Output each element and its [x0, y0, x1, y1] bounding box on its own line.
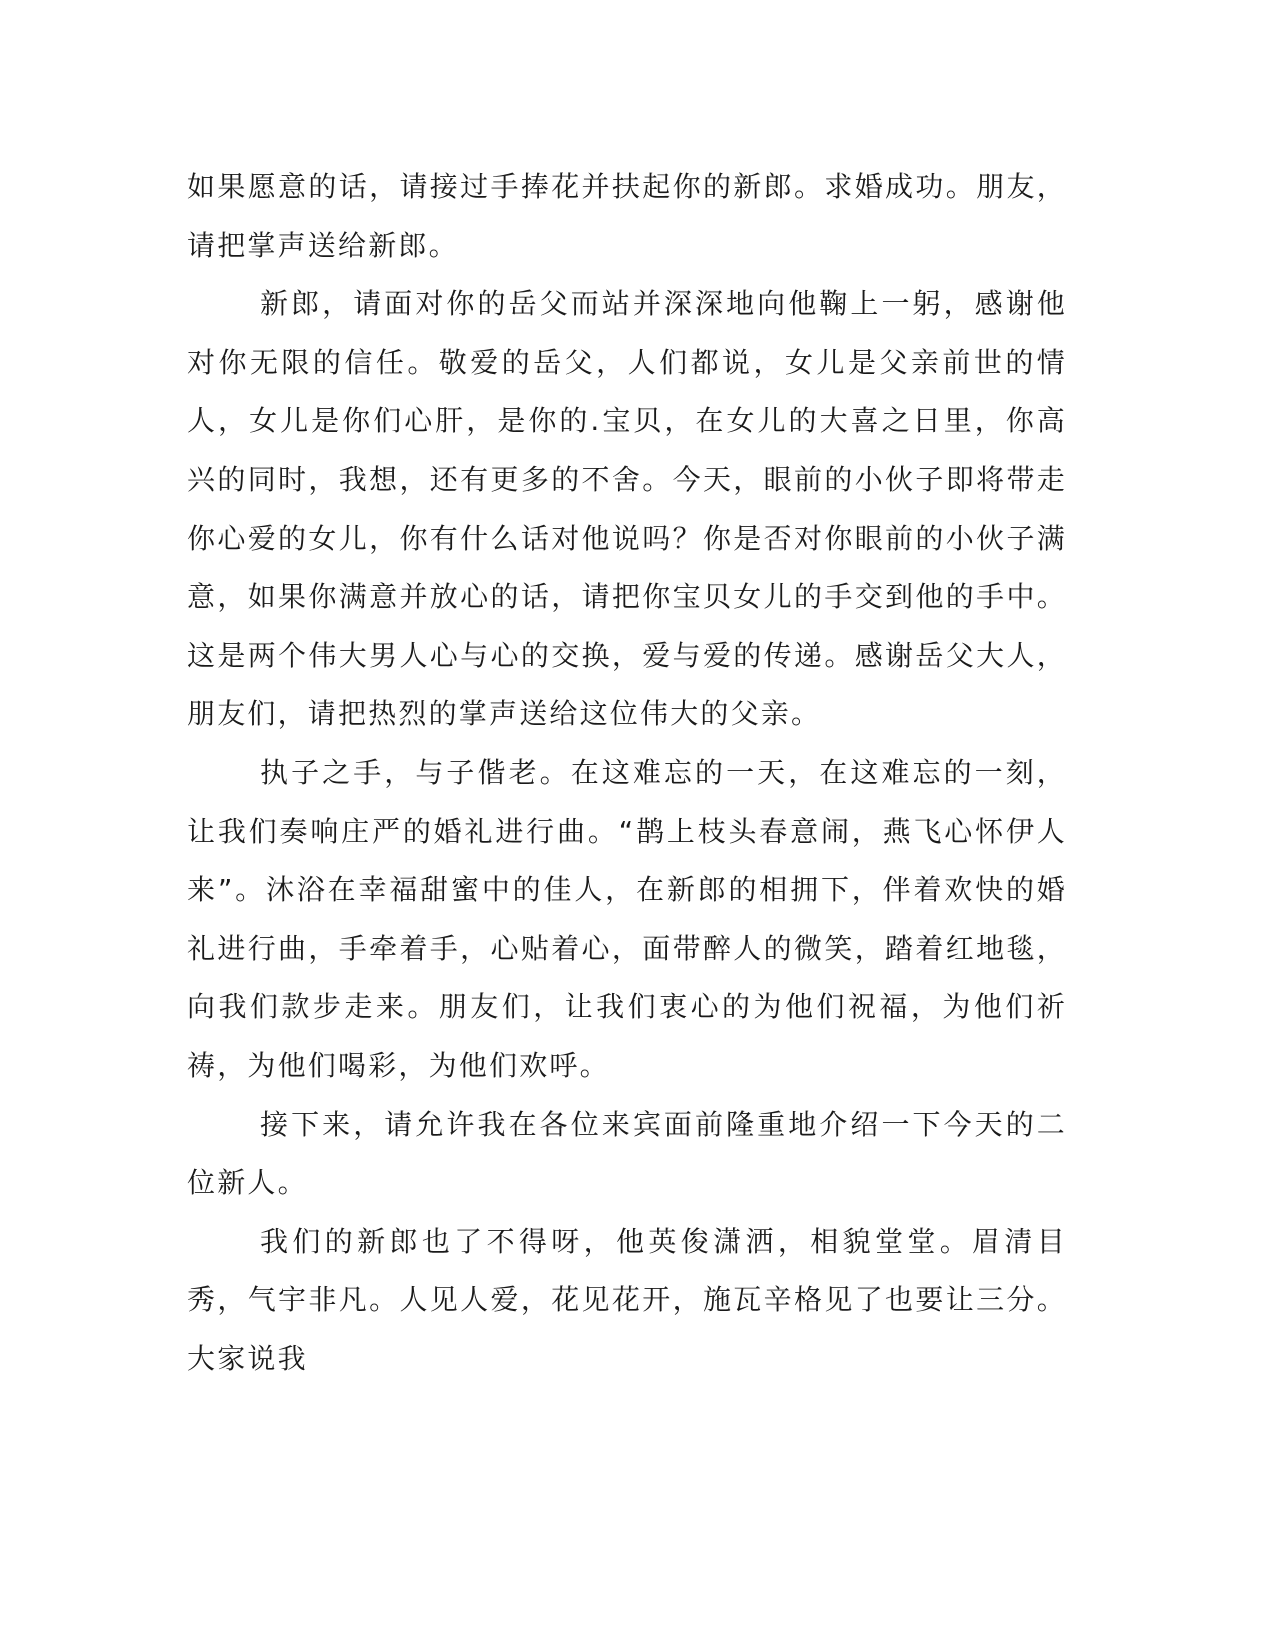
paragraph-wedding-march: 执子之手，与子偕老。在这难忘的一天，在这难忘的一刻，让我们奏响庄严的婚礼进行曲。“鹊上枝头春意闹，燕飞心怀伊人来”。沐浴在幸福甜蜜中的佳人，在新郎的相拥下，伴着欢快的婚礼进行曲，手牵着手，心贴着心，面带醉人的微笑，踏着红地毯，向我们款步走来。朋友们，让我们衷心的为他们祝福，为他们祈祷，为他们喝彩，为他们欢呼。	[187, 755, 1067, 1082]
paragraph-father-in-law: 新郎，请面对你的岳父而站并深深地向他鞠上一躬，感谢他对你无限的信任。敬爱的岳父，人们都说，女儿是父亲前世的情人，女儿是你们心肝，是你的.宝贝，在女儿的大喜之日里，你高兴的同时，我想，还有更多的不舍。今天，眼前的小伙子即将带走你心爱的女儿，你有什么话对他说吗？你是否对你眼前的小伙子满意，如果你满意并放心的话，请把你宝贝女儿的手交到他的手中。这是两个伟大男人心与心的交换，爱与爱的传递。感谢岳父大人，朋友们，请把热烈的掌声送给这位伟大的父亲。	[187, 287, 1067, 731]
paragraph-groom-description: 我们的新郎也了不得呀，他英俊潇洒，相貌堂堂。眉清目秀，气宇非凡。人见人爱，花见花开，施瓦辛格见了也要让三分。大家说我	[187, 1224, 1067, 1375]
paragraph-proposal-continuation: 如果愿意的话，请接过手捧花并扶起你的新郎。求婚成功。朋友，请把掌声送给新郎。	[187, 170, 1067, 262]
paragraph-introduction: 接下来，请允许我在各位来宾面前隆重地介绍一下今天的二位新人。	[187, 1107, 1067, 1200]
document-body	[187, 158, 1067, 1388]
